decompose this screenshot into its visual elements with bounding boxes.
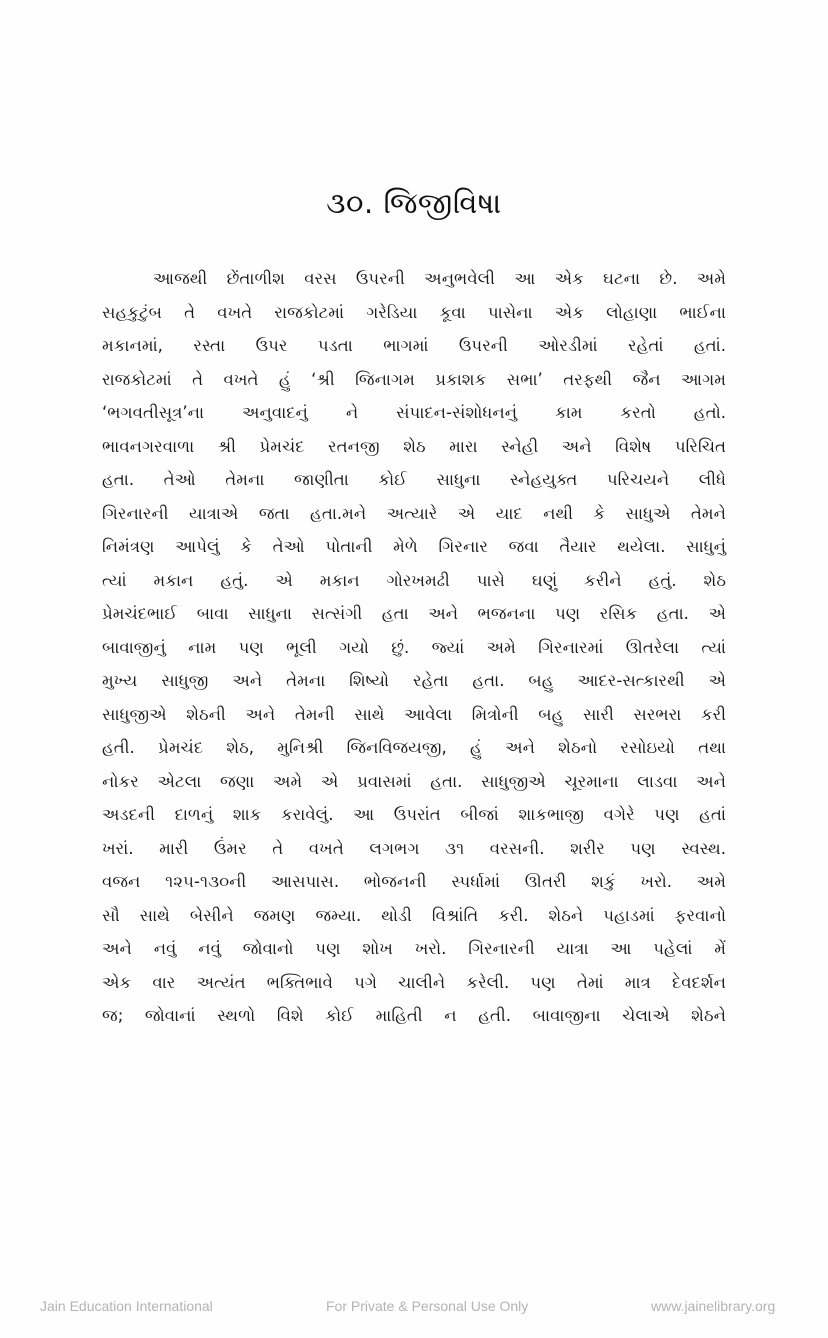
text-line: અને નવું નવું જોવાનો પણ શોખ ખરો. ગિરનારની યાત્રા આ પહેલાં મેં <box>102 939 726 958</box>
footer-website: www.jainelibrary.org <box>651 1298 776 1314</box>
text-line: ભાવનગરવાળા શ્રી પ્રેમચંદ રતનજી શેઠ મારા સ્નેહી અને વિશેષ પરિચિત <box>102 436 726 456</box>
body-paragraph <box>102 262 726 1033</box>
page-footer <box>0 1298 828 1318</box>
text-line: ગિરનારની યાત્રાએ જતા હતા.મને અત્યારે એ યાદ નથી કે સાધુએ તેમને <box>102 503 726 523</box>
text-line: વજન ૧૨૫-૧૩૦ની આસપાસ. ભોજનની સ્પર્ધામાં ઊતરી શકું ખરો. અમે <box>102 872 726 891</box>
text-line: એક વાર અત્યંત ભક્તિભાવે પગે ચાલીને કરેલી. પણ તેમાં માત્ર દેવદર્શન <box>102 972 726 992</box>
text-line: સૌ સાથે બેસીને જમણ જમ્યા. થોડી વિશ્રાંતિ કરી. શેઠને પહાડમાં ફરવાનો <box>102 905 726 925</box>
text-line: હતા. તેઓ તેમના જાણીતા કોઈ સાધુના સ્નેહયુક્ત પરિચયને લીધે <box>102 470 726 489</box>
text-line: હતી. પ્રેમચંદ શેઠ, મુનિશ્રી જિનવિજયજી, હું અને શેઠનો રસોઇયો તથા <box>102 738 726 757</box>
chapter-title: ૩૦. જિજીવિષા <box>326 186 502 220</box>
text-line: પ્રેમચંદભાઈ બાવા સાધુના સત્સંગી હતા અને ભજનના પણ રસિક હતા. એ <box>102 604 726 623</box>
footer-usage-notice: For Private & Personal Use Only <box>326 1298 529 1314</box>
text-line: રાજકોટમાં તે વખતે હું ‘શ્રી જિનાગમ પ્રકાશક સભા’ તરફથી જૈન આગમ <box>102 369 726 389</box>
text-line: ‘ભગવતીસૂત્ર’ના અનુવાદનું ને સંપાદન-સંશોધનનું કામ કરતો હતો. <box>102 403 726 422</box>
text-line: સાધુજીએ શેઠની અને તેમની સાથે આવેલા મિત્રોની બહુ સારી સરભરા કરી <box>102 704 726 724</box>
text-line: બાવાજીનું નામ પણ ભૂલી ગયો છું. જ્યાં અમે ગિરનારમાં ઊતરેલા ત્યાં <box>102 637 726 657</box>
text-line: નોકર એટલા જણા અમે એ પ્રવાસમાં હતા. સાધુજીએ ચૂરમાના લાડવા અને <box>102 771 726 791</box>
text-line: અડદની દાળનું શાક કરાવેલું. આ ઉપરાંત બીજાં શાકભાજી વગેરે પણ હતાં <box>102 805 726 824</box>
text-line: મકાનમાં, રસ્તા ઉપર પડતા ભાગમાં ઉપરની ઓરડીમાં રહેતાં હતાં. <box>102 336 726 355</box>
footer-publisher: Jain Education International <box>40 1298 213 1314</box>
text-line: સહકુટુંબ તે વખતે રાજકોટમાં ગરેડિયા કૂવા પાસેના એક લોહાણા ભાઈના <box>102 302 726 322</box>
text-line: જ; જોવાનાં સ્થળો વિશે કોઈ માહિતી ન હતી. બાવાજીના ચેલાએ શેઠને <box>102 1006 726 1025</box>
text-line: મુખ્ય સાધુજી અને તેમના શિષ્યો રહેતા હતા. બહુ આદર-સત્કારથી એ <box>102 671 726 690</box>
text-line: નિમંત્રણ આપેલું કે તેઓ પોતાની મેળે ગિરનાર જવા તૈયાર થયેલા. સાધુનું <box>102 537 726 556</box>
text-line: ત્યાં મકાન હતું. એ મકાન ગોરખમઢી પાસે ઘણું કરીને હતું. શેઠ <box>102 570 726 590</box>
text-line: આજથી છેંતાળીશ વરસ ઉપરની અનુભવેલી આ એક ઘટના છે. અમે <box>153 269 726 288</box>
text-line: ખરાં. મારી ઉંમર તે વખતે લગભગ ૩૧ વરસની. શરીર પણ સ્વસ્થ. <box>102 838 726 858</box>
